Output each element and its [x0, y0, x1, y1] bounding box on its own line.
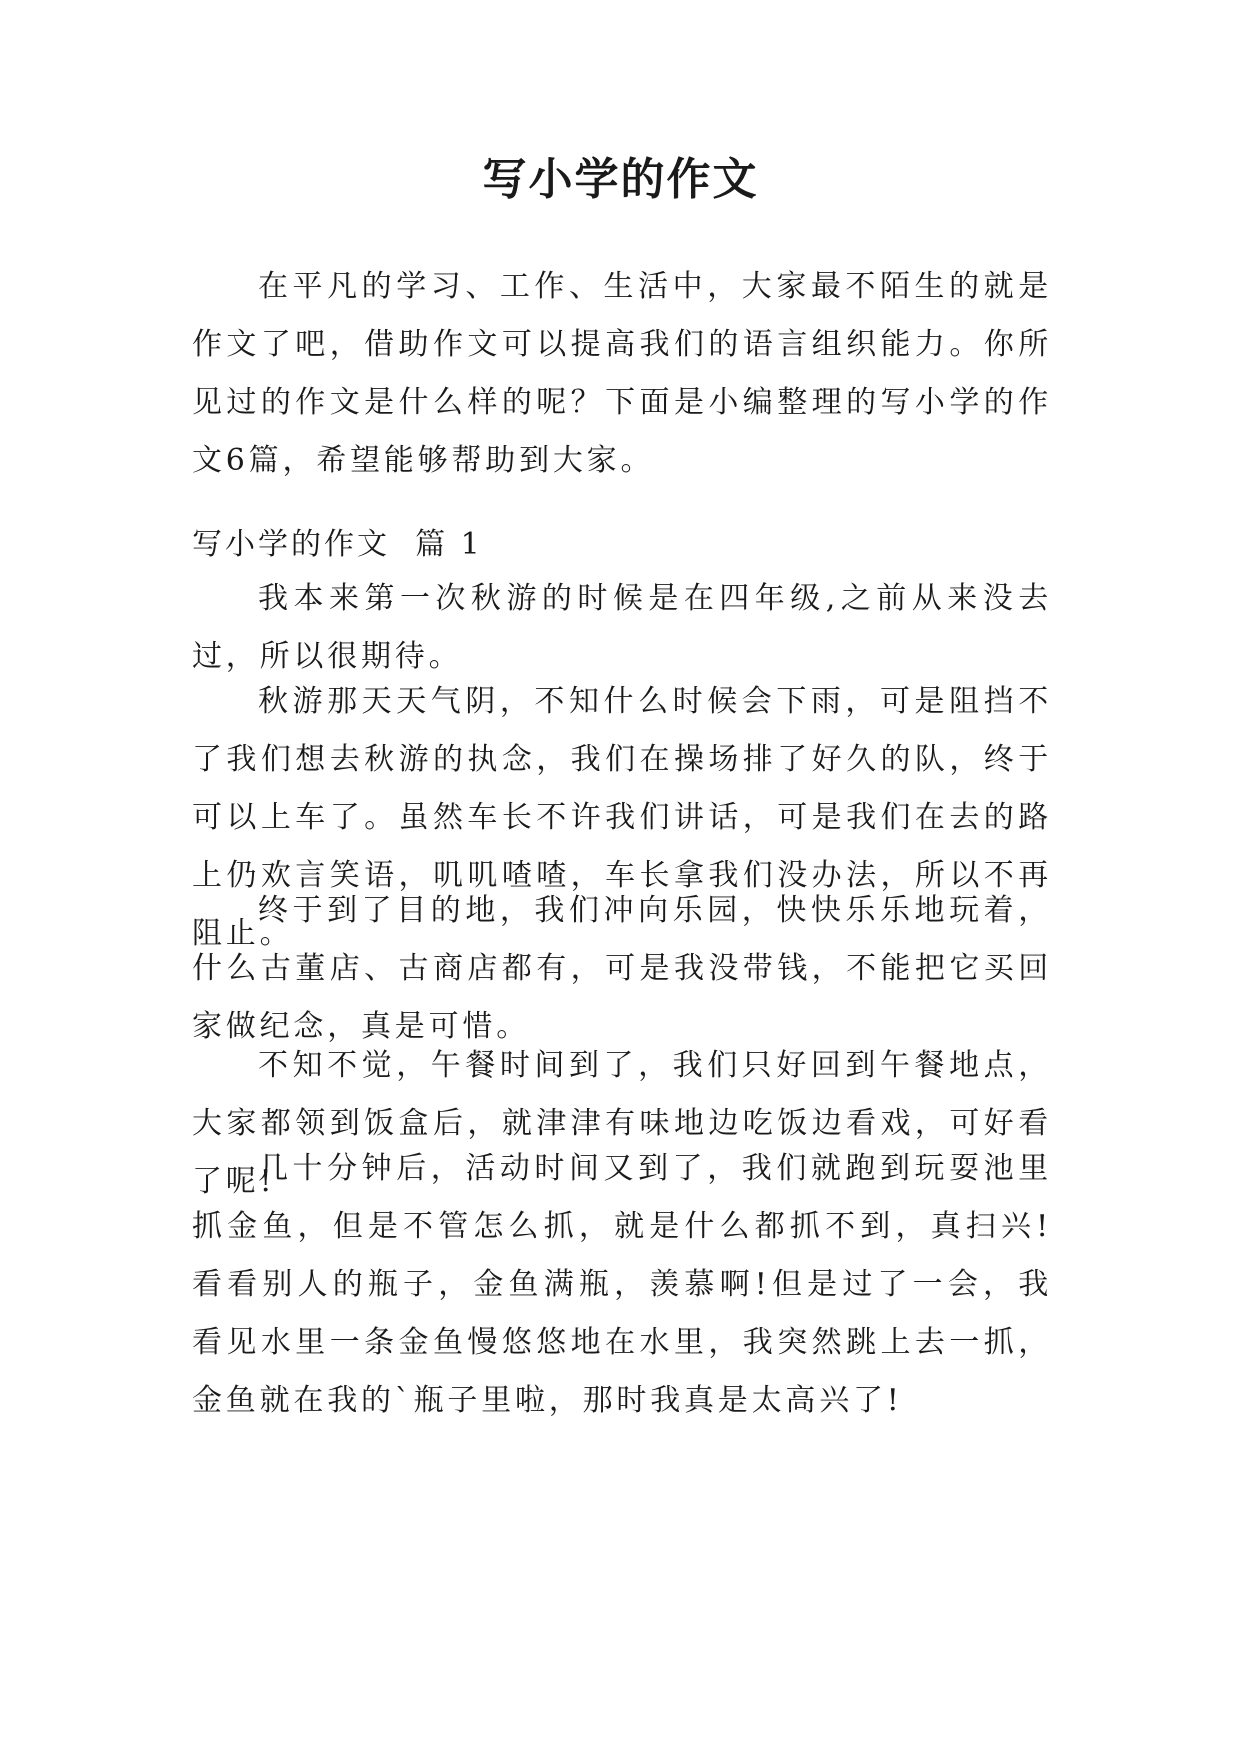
body-paragraph-4: 不知不觉，午餐时间到了，我们只好回到午餐地点，大家都领到饭盒后，就津津有味地边吃饭边看戏，可好看了呢! [192, 1048, 1052, 1199]
body-paragraph-5: 几十分钟后，活动时间又到了，我们就跑到玩耍池里抓金鱼，但是不管怎么抓，就是什么都抓不到，真扫兴!看看别人的瓶子，金鱼满瓶，羡慕啊!但是过了一会，我看见水里一条金鱼慢悠悠地在水里，我突然跳上去一抓，金鱼就在我的`瓶子里啦，那时我真是太高兴了! [192, 1151, 1052, 1418]
body-paragraph-3: 终于到了目的地，我们冲向乐园，快快乐乐地玩着，什么古董店、古商店都有，可是我没带钱，不能把它买回家做纪念，真是可惜。 [192, 893, 1052, 1044]
document-title: 写小学的作文 [482, 154, 759, 205]
intro-paragraph: 在平凡的学习、工作、生活中，大家最不陌生的就是作文了吧，借助作文可以提高我们的语言组织能力。你所见过的作文是什么样的呢？下面是小编整理的写小学的作文6篇，希望能够帮助到大家。 [192, 269, 1052, 478]
body-paragraph-1: 我本来第一次秋游的时候是在四年级,之前从来没去过，所以很期待。 [192, 581, 1052, 674]
section-heading: 写小学的作文 篇 1 [192, 527, 483, 562]
body-paragraph-2: 秋游那天天气阴，不知什么时候会下雨，可是阻挡不了我们想去秋游的执念，我们在操场排了好久的队，终于可以上车了。虽然车长不许我们讲话，可是我们在去的路上仍欢言笑语，叽叽喳喳，车长拿我们没办法，所以不再阻止。 [192, 684, 1052, 951]
